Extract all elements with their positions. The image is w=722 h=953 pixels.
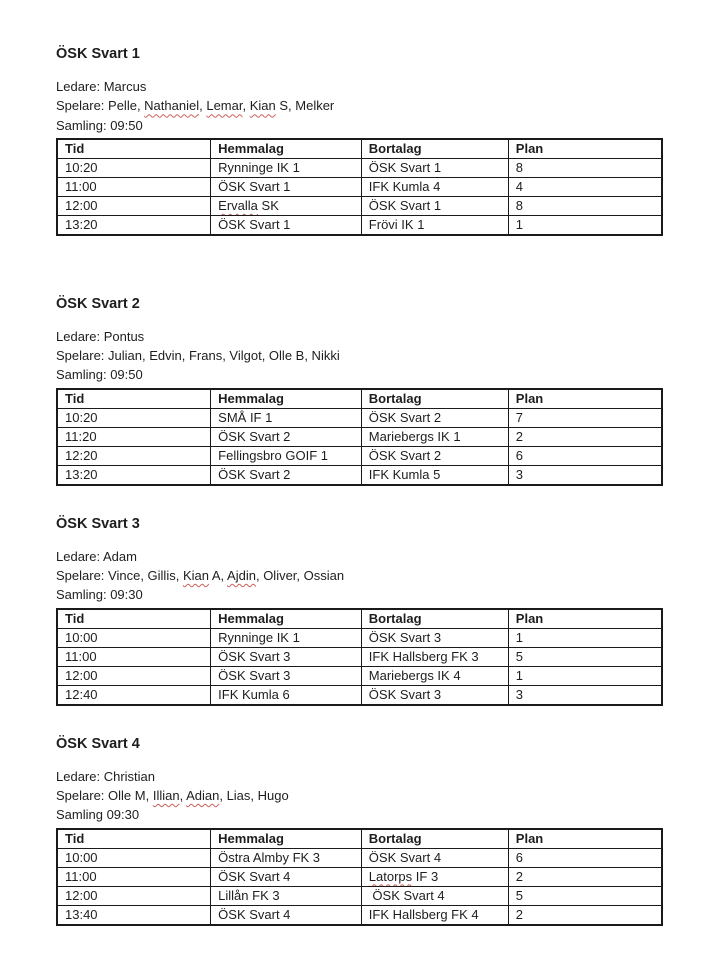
table-cell: Rynninge IK 1 <box>211 158 362 177</box>
column-header: Bortalag <box>361 609 508 629</box>
table-body <box>57 408 662 485</box>
table-cell: ÖSK Svart 3 <box>211 666 362 685</box>
leader-line: Ledare: Marcus <box>56 79 147 94</box>
players-line: Spelare: Olle M, Illian, Adian, Lias, Hugo <box>56 787 289 803</box>
table-cell: ÖSK Svart 4 <box>361 886 508 905</box>
misspelled-word: Ajdin <box>227 568 256 584</box>
table-cell: ÖSK Svart 2 <box>361 446 508 465</box>
column-header: Tid <box>57 609 211 629</box>
table-row <box>57 905 662 925</box>
table-row <box>57 685 662 705</box>
table-cell: 4 <box>508 177 662 196</box>
column-header: Bortalag <box>361 139 508 159</box>
table-cell: 2 <box>508 905 662 925</box>
table-cell: 12:40 <box>57 685 211 705</box>
table-cell: ÖSK Svart 3 <box>361 628 508 647</box>
table-row <box>57 196 662 215</box>
section-title: ÖSK Svart 1 <box>56 46 140 62</box>
sections-container <box>56 46 663 926</box>
players-line: Spelare: Julian, Edvin, Frans, Vilgot, Olle B, Nikki <box>56 348 340 364</box>
table-cell: Frövi IK 1 <box>361 215 508 235</box>
schedule-table <box>56 388 663 486</box>
table-cell: 11:00 <box>57 867 211 886</box>
leader-line: Ledare: Pontus <box>56 328 145 344</box>
table-cell: ÖSK Svart 4 <box>211 905 362 925</box>
table-cell: ÖSK Svart 2 <box>211 465 362 485</box>
table-cell: 1 <box>508 628 662 647</box>
table-row <box>57 427 662 446</box>
table-cell: ÖSK Svart 4 <box>361 848 508 867</box>
table-cell: 10:20 <box>57 408 211 427</box>
table-cell: 12:20 <box>57 446 211 465</box>
table-header-row <box>57 829 662 849</box>
table-cell: ÖSK Svart 1 <box>361 196 508 215</box>
table-header-row <box>57 389 662 409</box>
table-cell: 12:00 <box>57 196 211 215</box>
table-cell: IFK Kumla 4 <box>361 177 508 196</box>
table-cell: 2 <box>508 867 662 886</box>
misspelled-word: Ervalla <box>218 197 258 213</box>
misspelled-word: Nathaniel <box>144 98 200 114</box>
column-header: Bortalag <box>361 829 508 849</box>
table-cell: 12:00 <box>57 886 211 905</box>
section-title: ÖSK Svart 4 <box>56 735 140 752</box>
column-header: Plan <box>508 389 662 409</box>
column-header: Plan <box>508 609 662 629</box>
table-cell: 6 <box>508 446 662 465</box>
table-cell: 11:20 <box>57 427 211 446</box>
misspelled-word: Illian <box>152 787 180 803</box>
table-cell: 5 <box>508 647 662 666</box>
players-line: Spelare: Vince, Gillis, Kian A, Ajdin, Oliver, Ossian <box>56 568 345 584</box>
table-cell: SMÅ IF 1 <box>211 408 362 427</box>
table-cell: IFK Hallsberg FK 3 <box>361 647 508 666</box>
column-header: Plan <box>508 829 662 849</box>
gathering-line: Samling 09:30 <box>56 807 140 823</box>
column-header: Plan <box>508 139 662 159</box>
table-row <box>57 158 662 177</box>
table-row <box>57 647 662 666</box>
table-cell: 1 <box>508 215 662 235</box>
column-header: Hemmalag <box>211 609 362 629</box>
column-header: Tid <box>57 829 211 849</box>
column-header: Hemmalag <box>211 389 362 409</box>
table-cell: ÖSK Svart 3 <box>211 647 362 666</box>
table-cell: ÖSK Svart 1 <box>361 158 508 177</box>
table-cell: ÖSK Svart 2 <box>211 427 362 446</box>
table-row <box>57 666 662 685</box>
misspelled-word: Kian <box>249 98 276 114</box>
gathering-line: Samling: 09:30 <box>56 587 143 603</box>
players-line: Spelare: Pelle, Nathaniel, Lemar, Kian S, Melker <box>56 98 335 114</box>
team-section <box>56 46 663 236</box>
table-header-row <box>57 609 662 629</box>
gathering-line: Samling: 09:50 <box>56 117 143 133</box>
table-cell: ÖSK Svart 1 <box>211 215 362 235</box>
table-cell: Lillån FK 3 <box>211 886 362 905</box>
table-body <box>57 848 662 925</box>
misspelled-word: Latorps <box>368 868 413 884</box>
table-cell: 3 <box>508 465 662 485</box>
table-cell: Mariebergs IK 1 <box>361 427 508 446</box>
leader-line: Ledare: Christian <box>56 768 155 784</box>
table-cell: 7 <box>508 408 662 427</box>
schedule-table <box>56 138 663 236</box>
table-cell: 10:20 <box>57 158 211 177</box>
table-cell: 8 <box>508 196 662 215</box>
team-section <box>56 516 663 706</box>
team-section <box>56 296 663 486</box>
table-cell: 12:00 <box>57 666 211 685</box>
table-cell: IFK Hallsberg FK 4 <box>361 905 508 925</box>
table-cell: Östra Almby FK 3 <box>211 848 362 867</box>
misspelled-word: Kian <box>182 568 209 584</box>
table-cell: ÖSK Svart 1 <box>211 177 362 196</box>
table-cell: 13:20 <box>57 215 211 235</box>
table-cell: ÖSK Svart 4 <box>211 867 362 886</box>
column-header: Hemmalag <box>211 829 362 849</box>
table-cell: 11:00 <box>57 647 211 666</box>
table-cell: 2 <box>508 427 662 446</box>
table-cell: IFK Kumla 6 <box>211 685 362 705</box>
table-cell: 1 <box>508 666 662 685</box>
table-cell: Ervalla SK <box>211 196 362 215</box>
table-row <box>57 867 662 886</box>
table-row <box>57 628 662 647</box>
table-row <box>57 465 662 485</box>
table-row <box>57 886 662 905</box>
gathering-line: Samling: 09:50 <box>56 367 143 383</box>
table-row <box>57 446 662 465</box>
table-cell: Latorps IF 3 <box>361 867 508 886</box>
schedule-table <box>56 608 663 706</box>
table-body <box>57 158 662 235</box>
table-cell: 6 <box>508 848 662 867</box>
table-cell: IFK Kumla 5 <box>361 465 508 485</box>
column-header: Tid <box>57 139 211 159</box>
schedule-table <box>56 828 663 926</box>
table-row <box>57 408 662 427</box>
table-cell: 10:00 <box>57 628 211 647</box>
table-header-row <box>57 139 662 159</box>
table-cell: 3 <box>508 685 662 705</box>
table-cell: Mariebergs IK 4 <box>361 666 508 685</box>
table-cell: Fellingsbro GOIF 1 <box>211 446 362 465</box>
table-row <box>57 177 662 196</box>
table-row <box>57 848 662 867</box>
leader-line: Ledare: Adam <box>56 548 137 564</box>
table-cell: 11:00 <box>57 177 211 196</box>
table-cell: ÖSK Svart 3 <box>361 685 508 705</box>
section-title: ÖSK Svart 3 <box>56 515 140 532</box>
table-cell: Rynninge IK 1 <box>211 628 362 647</box>
misspelled-word: Adian <box>186 787 220 803</box>
table-row <box>57 215 662 235</box>
column-header: Hemmalag <box>211 139 362 159</box>
column-header: Bortalag <box>361 389 508 409</box>
misspelled-word: Lemar <box>206 98 243 114</box>
table-body <box>57 628 662 705</box>
table-cell: ÖSK Svart 2 <box>361 408 508 427</box>
table-cell: 13:40 <box>57 905 211 925</box>
table-cell: 13:20 <box>57 465 211 485</box>
team-section <box>56 736 663 926</box>
table-cell: 8 <box>508 158 662 177</box>
table-cell: 10:00 <box>57 848 211 867</box>
table-cell: 5 <box>508 886 662 905</box>
section-title: ÖSK Svart 2 <box>56 295 140 312</box>
column-header: Tid <box>57 389 211 409</box>
